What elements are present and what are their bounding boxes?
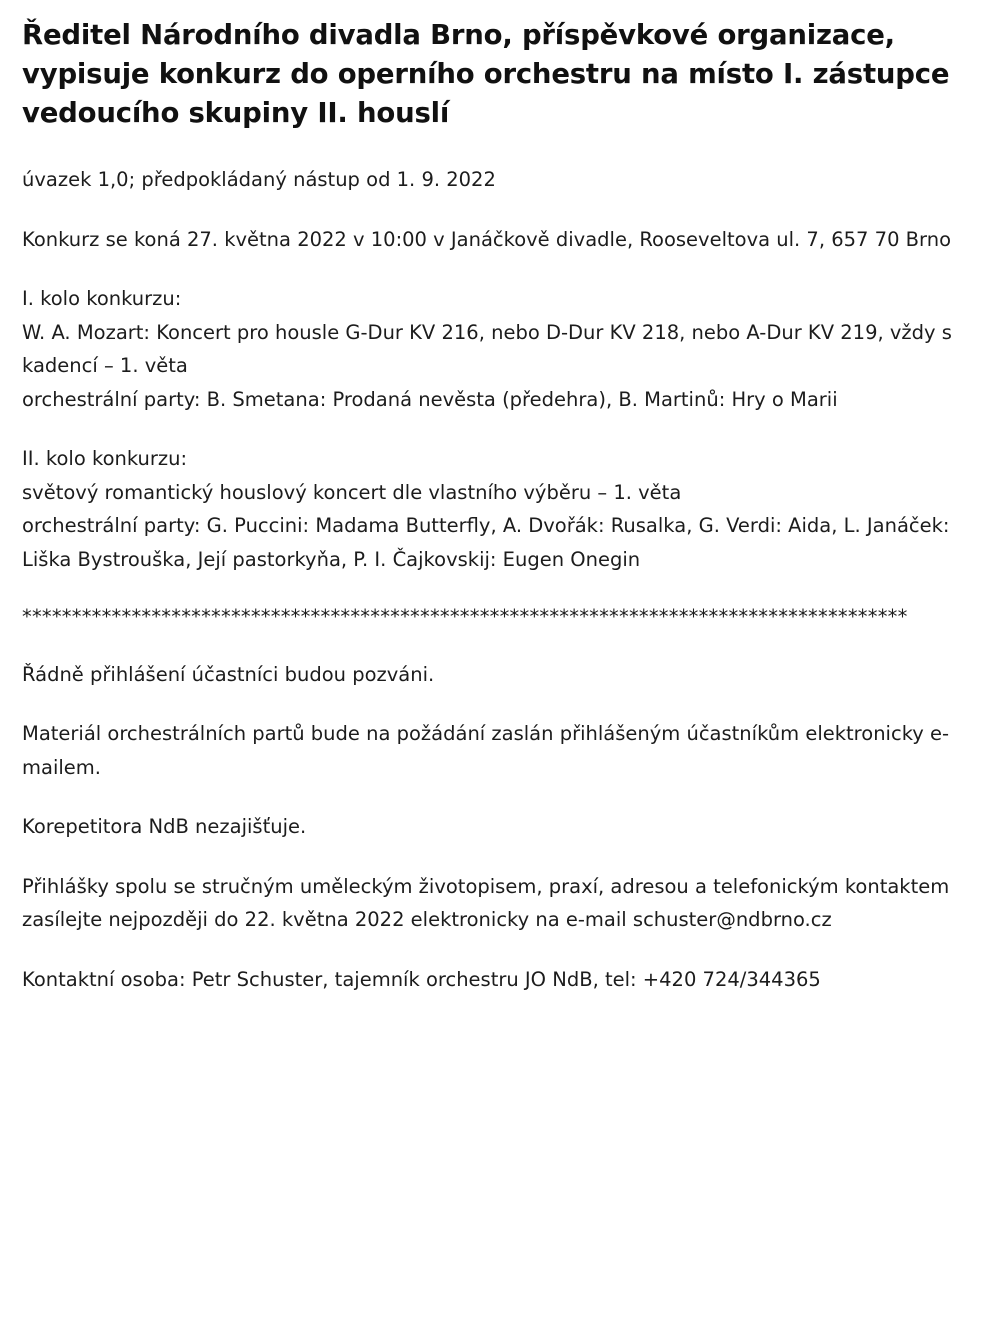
application-requirements: Přihlášky spolu se stručným uměleckým životopisem, praxí, adresou a telefonickým kontaktem bbox=[22, 874, 950, 898]
note-material: Materiál orchestrálních partů bude na požádání zaslán přihlášeným účastníkům elektronicky e-mailem. bbox=[22, 722, 950, 779]
round-two-orchestral-parts: orchestrální party: G. Puccini: Madama Butterfly, A. Dvořák: Rusalka, G. Verdi: Aida, L. Janáček: Liška Bystrouška, Její pastorkyňa, P. I. Čajkovskij: Eugen Onegin bbox=[22, 514, 950, 571]
contact-person: Kontaktní osoba: Petr Schuster, tajemník orchestru JO NdB, tel: +420 724/344365 bbox=[22, 967, 821, 991]
application-deadline: zasílejte nejpozději do 22. května 2022 elektronicky na e-mail schuster@ndbrno.cz bbox=[22, 908, 832, 932]
round-one-orchestral-parts: orchestrální party: B. Smetana: Prodaná nevěsta (předehra), B. Martinů: Hry o Marii bbox=[22, 387, 838, 411]
round-two-heading: II. kolo konkurzu: bbox=[22, 447, 188, 471]
round-one-section bbox=[22, 282, 956, 416]
round-one-heading: I. kolo konkurzu: bbox=[22, 287, 182, 311]
employment-details: úvazek 1,0; předpokládaný nástup od 1. 9. 2022 bbox=[22, 168, 496, 192]
round-two-section bbox=[22, 442, 956, 576]
round-two-repertoire: světový romantický houslový koncert dle vlastního výběru – 1. věta bbox=[22, 480, 682, 504]
application-section bbox=[22, 870, 956, 937]
round-one-repertoire: W. A. Mozart: Koncert pro housle G-Dur KV 216, nebo D-Dur KV 218, nebo A-Dur KV 219, vždy s kadencí – 1. věta bbox=[22, 320, 952, 378]
audition-venue-and-date: Konkurz se koná 27. května 2022 v 10:00 v Janáčkově divadle, Rooseveltova ul. 7, 657 70 Brno bbox=[22, 227, 952, 251]
note-repetiteur: Korepetitora NdB nezajišťuje. bbox=[22, 815, 307, 839]
page-title: Ředitel Národního divadla Brno, příspěvkové organizace, vypisuje konkurz do operního orchestru na místo I. zástupce vedoucího skupiny II. houslí bbox=[22, 19, 950, 130]
note-invitation: Řádně přihlášení účastníci budou pozváni. bbox=[22, 662, 435, 686]
section-divider: ***************************************************************************************** bbox=[22, 605, 908, 629]
